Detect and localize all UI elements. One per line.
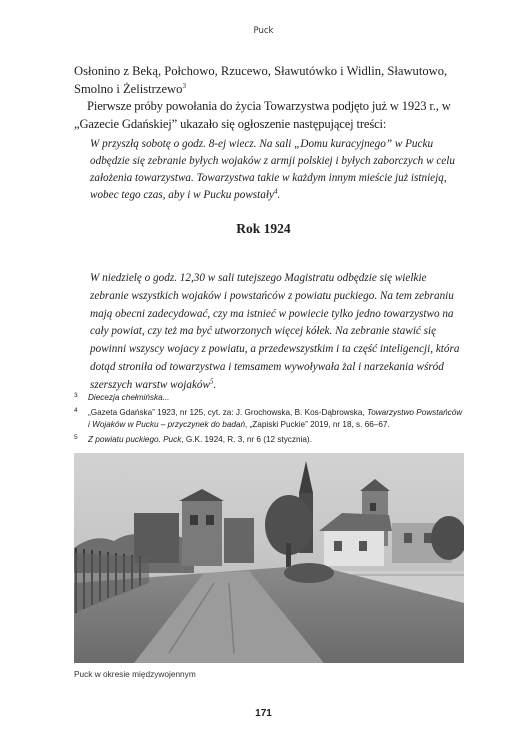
block-quote-1924: W niedzielę o godz. 12,30 w sali tutejszego Magistratu odbędzie się wielkie zebranie wszystkich wojaków i powstańców z powiatu puckiego. Na tem zebraniu mają obecni zadecydować, czy ma istnieć w powiecie tylko jedno towarzystwo na cały powiat, czy też ma być utworzonych więcej kółek. Na zebranie stawić się powinni wszyscy wojacy z powiatu, a przedewszystkim i ta część inteligencji, która dotąd stroniła od towarzystwa i temsamem wywoływała żal i narzekania wśród szerszych warstw wojaków$^5$. xyxy=(90,272,460,391)
footnotes xyxy=(74,392,466,449)
footnote-title: Towarzystwo Powstańców i Wojaków w Pucku – przyczynek do badań xyxy=(88,408,463,429)
running-header: Puck xyxy=(253,26,274,36)
footnote-text: , G.K. 1924, R. 3, nr 6 (12 stycznia). xyxy=(181,435,312,444)
paragraph-1: Osłonino z Beką, Połchowo, Rzucewo, Sławutówko i Widlin, Sławutowo, Smolno i Żelistrzewo$^3$ xyxy=(74,64,448,96)
footnote-text: „Gazeta Gdańska” 1923, nr 125, cyt. za: J. Grochowska, B. Kos-Dąbrowska, xyxy=(88,408,367,417)
photo-caption: Puck w okresie międzywojennym xyxy=(74,669,196,679)
page-number: 171 xyxy=(255,708,272,719)
photo-illustration xyxy=(74,453,464,663)
footnote-3 xyxy=(74,392,466,404)
footnote-4 xyxy=(74,407,466,431)
footnote-ref-5: 5 xyxy=(209,377,214,386)
footnote-number: 5 xyxy=(74,434,78,441)
footnote-ref-4: 4 xyxy=(273,187,278,196)
footnote-number: 4 xyxy=(74,407,78,414)
footnote-number: 3 xyxy=(74,392,78,399)
footnote-5 xyxy=(74,434,466,446)
footnote-text: Diecezja chełmińska... xyxy=(88,393,170,402)
footnote-text: , „Zapiski Puckie” 2019, nr 18, s. 66–67. xyxy=(245,420,390,429)
block-quote-1923: W przyszłą sobotę o godz. 8-ej wiecz. Na sali „Domu kuracyjnego” w Pucku odbędzie się zebranie byłych wojaków z armji polskiej i byłych zaborczych w celu założenia towarzystwa. Towarzystwa takie w każdym innym mieście już istnieją, wobec tego czas, aby i w Pucku powstały$^4$. xyxy=(90,138,455,201)
footnote-title: Z powiatu puckiego. Puck xyxy=(88,435,182,444)
footnote-ref-3: 3 xyxy=(182,81,186,90)
paragraph-2: Pierwsze próby powołania do życia Towarzystwa podjęto już w 1923 r., w „Gazecie Gdańskiej” ukazało się ogłoszenie następującej treści: xyxy=(74,99,451,131)
historical-photo xyxy=(74,453,464,663)
section-heading: Rok 1924 xyxy=(236,221,291,236)
